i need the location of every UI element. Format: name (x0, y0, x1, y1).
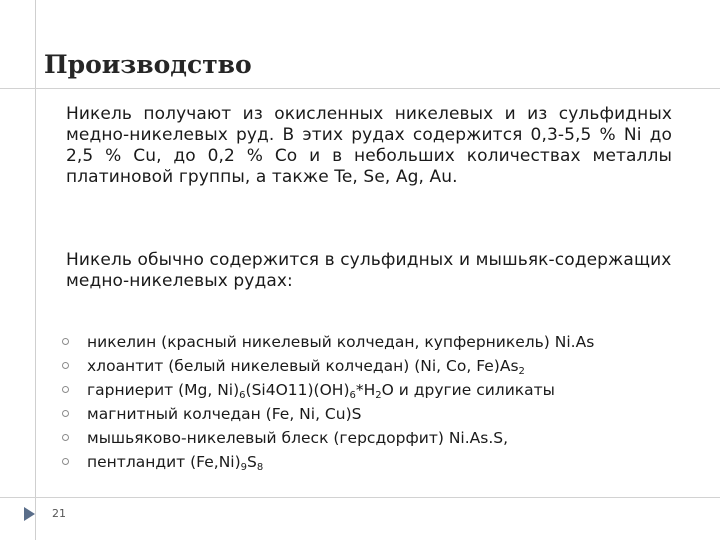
list-item (62, 402, 682, 426)
circle-bullet-icon (62, 458, 69, 465)
ore-paragraph: Никель обычно содержится в сульфидных и мышьяк-содержащих медно-никелевых рудах: (66, 250, 672, 291)
circle-bullet-icon (62, 362, 69, 369)
list-item-text: пентландит (Fe,Ni) (87, 453, 241, 471)
intro-paragraph: Никель получают из окисленных никелевых и из сульфидных медно-никелевых руд. В этих рудах содержится 0,3-5,5 % Ni до 2,5 % Cu, до 0,2 % Co и в небольших количествах металлы платиновой группы, а также Te, Se, Ag, Au. (66, 104, 672, 187)
subscript: 6 (349, 390, 356, 401)
triangle-arrow-icon (24, 507, 35, 521)
list-item-text: никелин (красный никелевый колчедан, купферникель) Ni.As (87, 333, 595, 351)
circle-bullet-icon (62, 338, 69, 345)
list-item-text: O и другие силикаты (381, 381, 555, 399)
vertical-divider (35, 0, 36, 540)
list-item (62, 378, 682, 402)
circle-bullet-icon (62, 410, 69, 417)
mineral-list (62, 330, 682, 474)
list-item-text: мышьяково-никелевый блеск (герсдорфит) Ni.As.S, (87, 429, 509, 447)
subscript: 2 (518, 366, 525, 377)
title-divider (0, 88, 720, 89)
list-item-text: (Si4O11)(OH) (245, 381, 350, 399)
list-item-text: *H (355, 381, 376, 399)
circle-bullet-icon (62, 386, 69, 393)
page-number: 21 (52, 507, 66, 520)
subscript: 8 (256, 462, 264, 473)
list-item-text: хлоантит (белый никелевый колчедан) (Ni, Co, Fe)As (87, 357, 519, 375)
circle-bullet-icon (62, 434, 69, 441)
subscript: 6 (239, 390, 246, 401)
subscript: 2 (375, 390, 382, 401)
list-item-text: S (247, 453, 257, 471)
list-item-text: гарниерит (Mg, Ni) (87, 381, 240, 399)
slide-title: Производство (44, 50, 252, 79)
list-item (62, 426, 682, 450)
footer-divider (0, 497, 720, 498)
list-item (62, 354, 682, 378)
subscript: 9 (240, 462, 248, 473)
list-item (62, 330, 682, 354)
list-item-text: магнитный колчедан (Fe, Ni, Cu)S (87, 405, 362, 423)
list-item (62, 450, 682, 474)
